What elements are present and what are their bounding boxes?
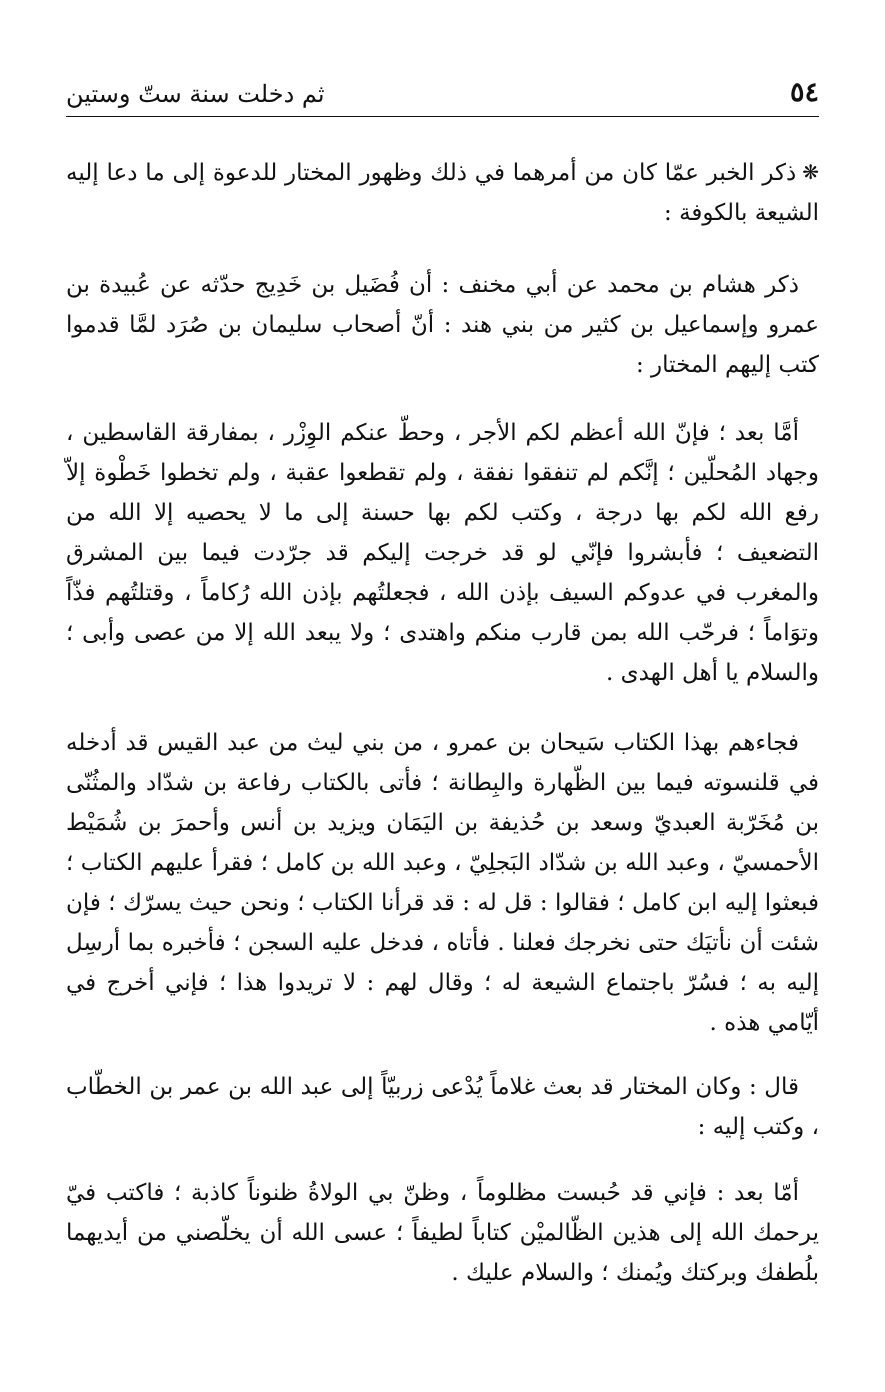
running-head: ثم دخلت سنة ستّ وستين <box>66 80 325 108</box>
section-heading-text: ذكر الخبر عمّا كان من أمرهما في ذلك وظهور المختار للدعوة إلى ما دعا إليه الشيعة بالكوفة : <box>66 160 819 226</box>
paragraph-isnad: ذكر هشام بن محمد عن أبي مخنف : أن فُضَيل بن خَدِيج حدّثه عن عُبيدة بن عمرو وإسماعيل بن كثير من بني هند : أنّ أصحاب سليمان بن صُرَد لمَّا قدموا كتب إليهم المختار : <box>66 272 819 378</box>
section-heading <box>66 152 819 233</box>
paragraph-letter-to-shia: أمَّا بعد ؛ فإنّ الله أعظم لكم الأجر ، وحطّ عنكم الوِزْر ، بمفارقة القاسطين ، وجهاد المُحلّين ؛ إنَّكم لم تنفقوا نفقة ، ولم تقطعوا عقبة ، ولم تخطوا خَطْوة إلاّ رفع الله لكم بها درجة ، وكتب لكم بها حسنة إلى ما لا يحصيه إلا الله من التضعيف ؛ فأبشروا فإنّي لو قد خرجت إليكم قد جرّدت فيما بين المشرق والمغرب في عدوكم السيف بإذن الله ، فجعلتُهم بإذن الله رُكاماً ، وقتلتُهم فذّاً وتوَاماً ؛ فرحّب الله بمن قارب منكم واهتدى ؛ ولا يبعد الله إلا من عصى وأبى ؛ والسلام يا أهل الهدى . <box>66 420 819 686</box>
paragraph-narrative: فجاءهم بهذا الكتاب سَيحان بن عمرو ، من بني ليث من عبد القيس قد أدخله في قلنسوته فيما بين الظّهارة والبِطانة ؛ فأتى بالكتاب رفاعة بن شدّاد والمثُنّى بن مُخَرّبة العبديّ وسعد بن حُذيفة بن اليَمَان ويزيد بن أنس وأحمرَ بن شُمَيْط الأحمسيّ ، وعبد الله بن شدّاد البَجلِيّ ، وعبد الله بن كامل ؛ فقرأ عليهم الكتاب ؛ فبعثوا إليه ابن كامل ؛ فقالوا : قل له : قد قرأنا الكتاب ؛ ونحن حيث يسرّك ؛ فإن شئت أن نأتيَك حتى نخرجك فعلنا . فأتاه ، فدخل عليه السجن ؛ فأخبره بما أرسِل إليه به ؛ فسُرّ باجتماع الشيعة له ؛ وقال لهم : لا تريدوا هذا ؛ فإني أخرج في أيّامي هذه . <box>66 730 819 1036</box>
page-number: ٥٤ <box>789 77 819 108</box>
star-ornament-icon: ❋ <box>802 160 819 184</box>
page-body <box>66 152 819 1293</box>
page-header <box>66 76 819 117</box>
paragraph-qala: قال : وكان المختار قد بعث غلاماً يُدْعى زربيّاً إلى عبد الله بن عمر بن الخطّاب ، وكتب إليه : <box>66 1074 819 1140</box>
paragraph-letter-to-ibn-umar: أمّا بعد : فإني قد حُبست مظلوماً ، وظنّ بي الولاةُ ظنوناً كاذبة ؛ فاكتب فيّ يرحمك الله إلى هذين الظّالميْن كتاباً لطيفاً ؛ عسى الله أن يخلّصني من أيديهما بلُطفك وبركتك ويُمنك ؛ والسلام عليك . <box>66 1180 819 1286</box>
